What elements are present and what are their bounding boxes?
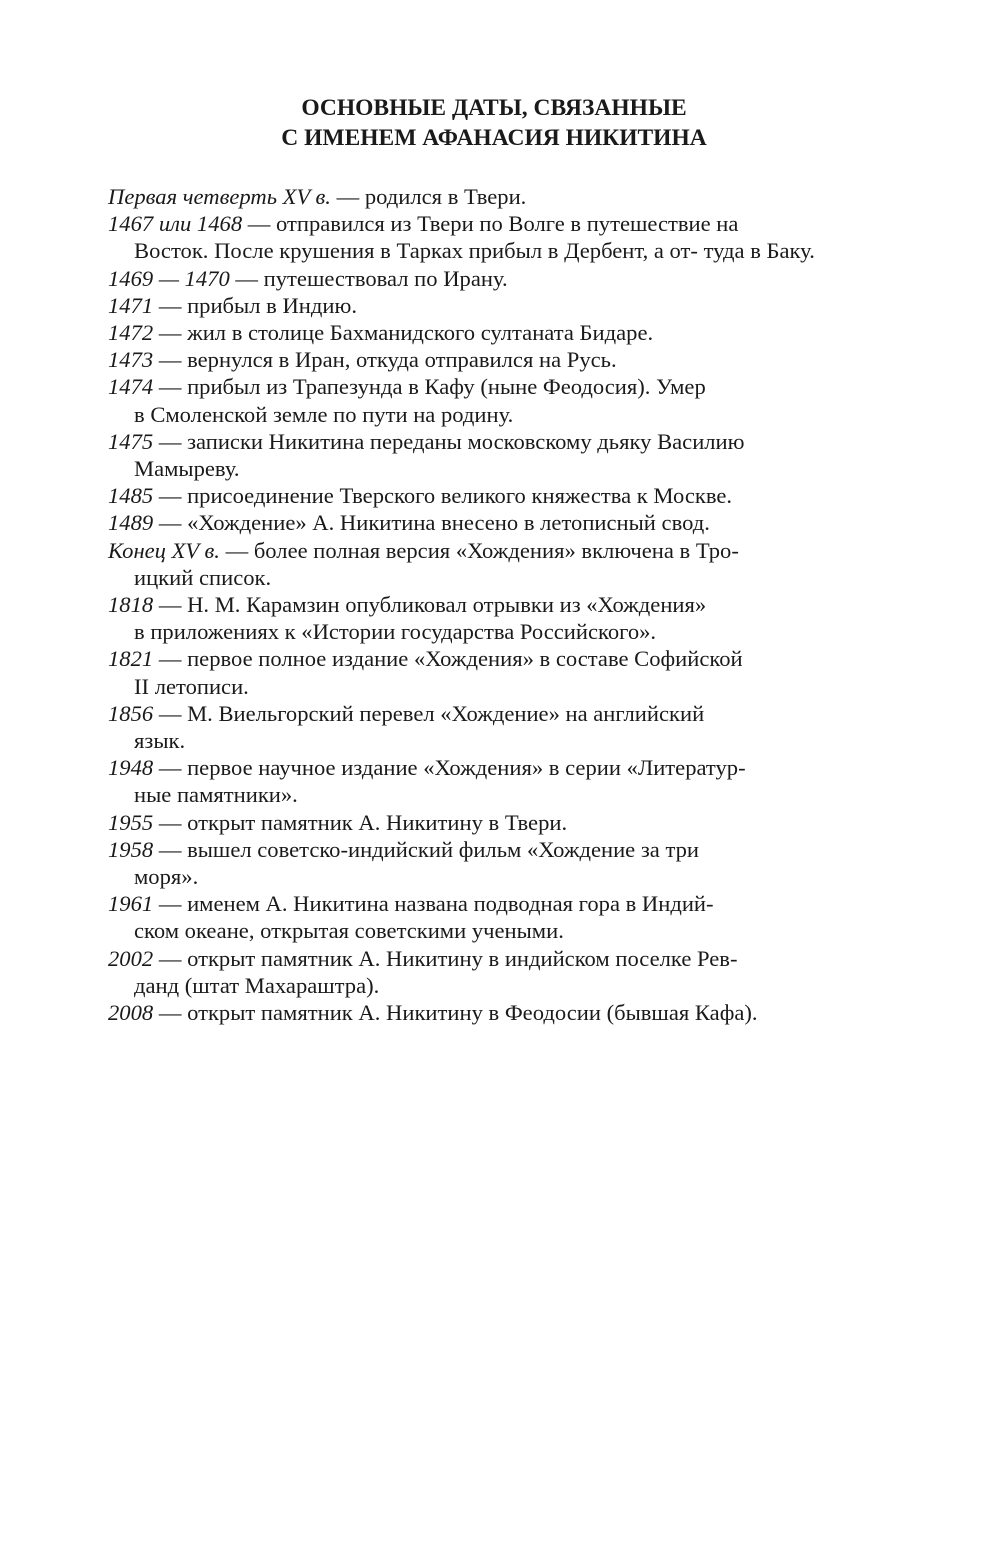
entry-text: — записки Никитина переданы московскому дьяку Василию xyxy=(153,428,745,454)
entry-first-line xyxy=(108,809,880,836)
date-entry xyxy=(108,292,880,319)
entry-date: 1821 xyxy=(108,646,154,672)
date-entry xyxy=(108,428,880,482)
entry-date: 1474 xyxy=(108,374,154,400)
entry-date: 1471 xyxy=(108,292,154,318)
title-line-2: С ИМЕНЕМ АФАНАСИЯ НИКИТИНА xyxy=(281,125,707,151)
date-entry xyxy=(108,890,880,944)
date-entry xyxy=(108,836,880,890)
date-entry xyxy=(108,591,880,645)
date-entry xyxy=(108,482,880,509)
entry-first-line xyxy=(108,265,880,292)
entry-continuation: данд (штат Махараштра). xyxy=(134,972,380,998)
entry-text: — отправился из Твери по Волге в путешествие на xyxy=(242,211,739,237)
date-entry xyxy=(108,537,880,591)
entry-first-line xyxy=(108,509,880,536)
date-entry xyxy=(108,999,880,1026)
entry-first-line xyxy=(108,373,880,400)
entry-continuation: ные памятники». xyxy=(134,782,298,808)
date-entry xyxy=(108,346,880,373)
entry-first-line xyxy=(108,319,880,346)
entry-date: Первая четверть XV в. xyxy=(108,184,331,209)
entry-continuation: Восток. После крушения в Тарках прибыл в Дербент, а от- туда в Баку. xyxy=(134,238,815,264)
title-line-1: ОСНОВНЫЕ ДАТЫ, СВЯЗАННЫЕ xyxy=(301,95,687,121)
entry-date: 1485 xyxy=(108,483,154,509)
entry-text: — именем А. Никитина названа подводная гора в Индий- xyxy=(153,891,714,917)
entry-text: — более полная версия «Хождения» включена в Тро- xyxy=(219,537,739,563)
entry-text: — первое научное издание «Хождения» в серии «Литератур- xyxy=(153,755,746,781)
entry-date: 1948 xyxy=(108,755,154,781)
dates-list xyxy=(108,183,880,1026)
entry-text: — первое полное издание «Хождения» в составе Софийской xyxy=(153,646,743,672)
page-title xyxy=(108,93,880,153)
entry-continuation: в Смоленской земле по пути на родину. xyxy=(134,401,514,427)
entry-date: 2008 xyxy=(108,1000,154,1026)
date-entry xyxy=(108,210,880,264)
entry-first-line xyxy=(108,346,880,373)
date-entry xyxy=(108,645,880,699)
entry-text: — прибыл в Индию. xyxy=(153,292,357,318)
entry-continuation: II летописи. xyxy=(134,673,249,699)
entry-date: Конец XV в. xyxy=(108,537,220,563)
entry-text: — открыт памятник А. Никитину в Феодосии (бывшая Кафа). xyxy=(153,1000,758,1026)
entry-continuation: Мамыреву. xyxy=(134,456,240,482)
entry-first-line xyxy=(108,836,880,863)
entry-date: 2002 xyxy=(108,945,154,971)
entry-first-line xyxy=(108,945,880,972)
entry-first-line xyxy=(108,890,880,917)
date-entry xyxy=(108,754,880,808)
entry-date: 1961 xyxy=(108,891,154,917)
entry-date: 1475 xyxy=(108,428,154,454)
date-entry xyxy=(108,265,880,292)
entry-text: — М. Виельгорский перевел «Хождение» на английский xyxy=(153,700,705,726)
entry-date: 1489 xyxy=(108,510,154,536)
entry-date: 1958 xyxy=(108,836,154,862)
entry-text: — Н. М. Карамзин опубликовал отрывки из «Хождения» xyxy=(153,592,707,618)
date-entry xyxy=(108,809,880,836)
entry-first-line xyxy=(108,210,880,237)
entry-first-line xyxy=(108,700,880,727)
entry-first-line xyxy=(108,537,880,564)
entry-date: 1818 xyxy=(108,592,154,618)
date-entry xyxy=(108,319,880,346)
date-entry xyxy=(108,509,880,536)
entry-text: — присоединение Тверского великого княжества к Москве. xyxy=(153,483,733,509)
entry-date: 1473 xyxy=(108,347,154,373)
entry-text: — родился в Твери. xyxy=(330,184,527,209)
date-entry xyxy=(108,945,880,999)
entry-first-line xyxy=(108,591,880,618)
entry-text: — открыт памятник А. Никитину в Твери. xyxy=(153,809,568,835)
entry-continuation: в приложениях к «Истории государства Российского». xyxy=(134,619,657,645)
entry-date: 1467 или 1468 xyxy=(108,211,243,237)
entry-date: 1856 xyxy=(108,700,154,726)
page xyxy=(108,93,880,1026)
entry-first-line xyxy=(108,428,880,455)
entry-text: — открыт памятник А. Никитину в индийском поселке Рев- xyxy=(153,945,738,971)
entry-date: 1469 — 1470 xyxy=(108,265,230,291)
entry-continuation: ицкий список. xyxy=(134,564,272,590)
entry-text: — «Хождение» А. Никитина внесено в летописный свод. xyxy=(153,510,710,536)
entry-text: — вернулся в Иран, откуда отправился на Русь. xyxy=(153,347,617,373)
entry-first-line xyxy=(108,292,880,319)
entry-text: — жил в столице Бахманидского султаната Бидаре. xyxy=(153,320,654,346)
entry-date: 1472 xyxy=(108,320,154,346)
date-entry xyxy=(108,373,880,427)
entry-first-line xyxy=(108,754,880,781)
entry-continuation: язык. xyxy=(134,728,186,754)
entry-text: — путешествовал по Ирану. xyxy=(229,265,508,291)
date-entry xyxy=(108,183,880,210)
entry-first-line xyxy=(108,183,880,210)
entry-continuation: моря». xyxy=(134,864,199,890)
entry-date: 1955 xyxy=(108,809,154,835)
entry-first-line xyxy=(108,482,880,509)
entry-first-line xyxy=(108,999,880,1026)
entry-continuation: ском океане, открытая советскими учеными. xyxy=(134,918,564,944)
date-entry xyxy=(108,700,880,754)
entry-text: — прибыл из Трапезунда в Кафу (ныне Феодосия). Умер xyxy=(153,374,706,400)
entry-first-line xyxy=(108,645,880,672)
entry-text: — вышел советско-индийский фильм «Хождение за три xyxy=(153,836,700,862)
